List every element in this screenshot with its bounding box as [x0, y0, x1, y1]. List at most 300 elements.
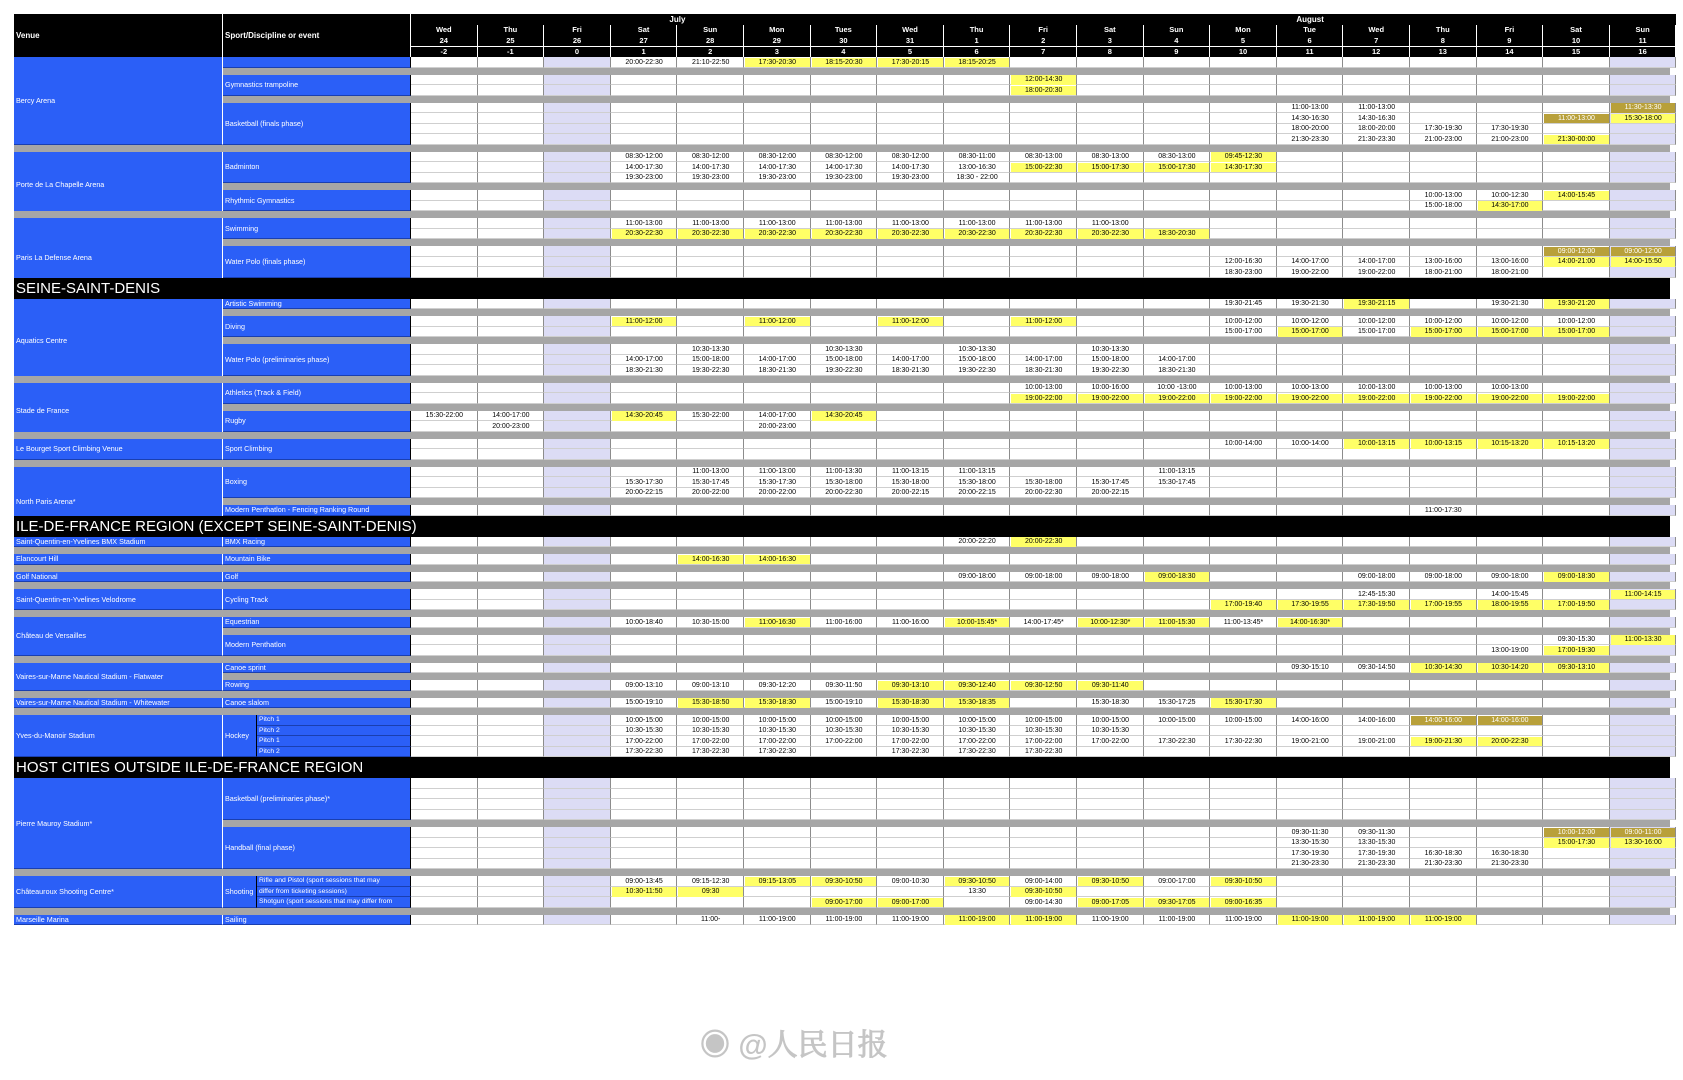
- schedule-cell: [811, 572, 878, 583]
- schedule-cell: [1543, 488, 1610, 499]
- session-time: 11:00-13:00: [892, 219, 929, 227]
- schedule-cell: [744, 838, 811, 849]
- schedule-cell: [1210, 848, 1277, 859]
- schedule-cell: [1343, 789, 1410, 800]
- separator-row: [14, 656, 1670, 663]
- schedule-cell: [1010, 635, 1077, 646]
- session-time: 10:00-18:40: [625, 618, 663, 626]
- schedule-cell: [1477, 617, 1544, 628]
- schedule-cell: [877, 439, 944, 450]
- session-time: 11:00-13:00: [692, 219, 730, 227]
- schedule-cell: [1010, 859, 1077, 870]
- schedule-cell: [1610, 411, 1677, 422]
- schedule-cell: [744, 393, 811, 404]
- schedule-cell: [811, 299, 878, 310]
- schedule-cell: [1144, 799, 1211, 810]
- schedule-cell: [744, 190, 811, 201]
- session-time: 20:00-22:30: [1025, 489, 1063, 496]
- schedule-cell: [1410, 449, 1477, 460]
- schedule-cell: [944, 859, 1011, 870]
- schedule-cell: [611, 421, 678, 432]
- schedule-cell: [944, 838, 1011, 849]
- schedule-cell: [1410, 477, 1477, 488]
- schedule-cell: [611, 467, 678, 478]
- schedule-cell: [544, 827, 611, 838]
- schedule-cell: [744, 537, 811, 548]
- schedule-cell: [944, 554, 1011, 565]
- schedule-cell: [1077, 190, 1144, 201]
- schedule-cell: [478, 715, 545, 726]
- venue-cell: Saint-Quentin-en-Yvelines BMX Stadium: [14, 537, 223, 548]
- separator-row: [14, 376, 1670, 383]
- session-time: 18:30-20:30: [1145, 229, 1210, 239]
- schedule-cell: [1477, 635, 1544, 646]
- separator-row: [14, 460, 1670, 467]
- session-time: 09:00-18:30: [1145, 572, 1210, 582]
- schedule-cell: [1210, 859, 1277, 870]
- schedule-cell: [1543, 747, 1610, 758]
- schedule-cell: [478, 726, 545, 737]
- session-time: 15:00-19:10: [825, 699, 863, 706]
- session-time: 11:00-: [701, 916, 721, 923]
- schedule-cell: [411, 600, 478, 611]
- day-header-date: 25: [478, 36, 545, 47]
- session-time: 15:30-18:30: [1091, 699, 1129, 706]
- schedule-cell: [1077, 57, 1144, 68]
- session-time: 18:15-20:30: [812, 58, 877, 68]
- session-time: 11:00-13:00: [958, 219, 996, 227]
- schedule-cell: [544, 736, 611, 747]
- schedule-cell: [811, 747, 878, 758]
- sport-cell: Basketball (finals phase): [223, 103, 411, 145]
- schedule-cell: [744, 859, 811, 870]
- schedule-cell: [411, 173, 478, 184]
- session-time: 08:30-13:00: [1158, 153, 1196, 160]
- schedule-cell: [877, 537, 944, 548]
- session-time: 09:00-14:00: [1025, 877, 1063, 885]
- day-header-index: 5: [877, 46, 944, 57]
- schedule-cell: [877, 810, 944, 821]
- venue-cell: Bercy Arena: [14, 57, 223, 145]
- session-time: 10:00-13:15: [1344, 439, 1409, 449]
- region-header: SEINE-SAINT-DENIS: [14, 278, 1670, 299]
- schedule-cell: [1077, 663, 1144, 674]
- schedule-cell: [1277, 246, 1344, 257]
- session-time: 13:30-15:30: [1358, 839, 1396, 846]
- session-time: 19:30-21:15: [1344, 299, 1409, 309]
- separator-row: [14, 145, 1670, 152]
- schedule-cell: [944, 113, 1011, 124]
- schedule-cell: [1277, 421, 1344, 432]
- schedule-cell: [544, 589, 611, 600]
- schedule-cell: [1277, 778, 1344, 789]
- session-time: 17:30-19:50: [1344, 600, 1409, 610]
- watermark: [700, 1020, 888, 1064]
- schedule-cell: [877, 554, 944, 565]
- schedule-cell: [1543, 848, 1610, 859]
- schedule-cell: [811, 537, 878, 548]
- schedule-cell: [1077, 246, 1144, 257]
- schedule-cell: [411, 393, 478, 404]
- schedule-cell: [1543, 421, 1610, 432]
- schedule-cell: [677, 124, 744, 135]
- schedule-cell: [1543, 715, 1610, 726]
- session-time: 11:00-19:00: [1411, 915, 1476, 925]
- schedule-cell: [1144, 848, 1211, 859]
- schedule-cell: [877, 134, 944, 145]
- session-time: 10:00-13:00: [1224, 384, 1263, 391]
- schedule-cell: [1343, 162, 1410, 173]
- schedule-cell: [1277, 201, 1344, 212]
- session-time: 10:00-12:00: [1544, 828, 1609, 838]
- schedule-cell: [1543, 57, 1610, 68]
- schedule-cell: [611, 75, 678, 86]
- schedule-cell: [411, 663, 478, 674]
- schedule-cell: [1144, 411, 1211, 422]
- schedule-cell: [1077, 827, 1144, 838]
- session-time: 14:00-17:00: [891, 356, 930, 363]
- venue-cell: Golf National: [14, 572, 223, 583]
- schedule-cell: [611, 299, 678, 310]
- session-time: 17:30-22:30: [625, 748, 663, 755]
- schedule-cell: [411, 537, 478, 548]
- schedule-cell: [944, 299, 1011, 310]
- schedule-cell: [544, 488, 611, 499]
- schedule-cell: [411, 897, 478, 908]
- schedule-cell: [877, 327, 944, 338]
- schedule-cell: [1343, 201, 1410, 212]
- schedule-cell: [1077, 85, 1144, 96]
- schedule-cell: [544, 134, 611, 145]
- schedule-cell: [1144, 645, 1211, 656]
- venue-cell: Porte de La Chapelle Arena: [14, 152, 223, 219]
- schedule-cell: [611, 554, 678, 565]
- schedule-cell: [1210, 663, 1277, 674]
- schedule-cell: [1277, 726, 1344, 737]
- schedule-cell: [744, 299, 811, 310]
- sport-cell: Artistic Swimming: [223, 299, 411, 310]
- session-time: 10:00-13:00: [1424, 384, 1462, 391]
- session-time: 15:30-18:00: [1025, 478, 1063, 486]
- session-time: 14:00-17:00: [625, 356, 663, 363]
- schedule-cell: [544, 747, 611, 758]
- day-header-date: 2: [1010, 36, 1077, 47]
- session-time: 12:00-14:30: [1011, 75, 1076, 85]
- separator-row: [14, 211, 1670, 218]
- session-time: 17:30-22:30: [1158, 737, 1196, 745]
- schedule-cell: [544, 75, 611, 86]
- schedule-cell: [1077, 645, 1144, 656]
- session-time: 20:00-22:15: [891, 489, 930, 496]
- session-time: 13:30-15:30: [1291, 839, 1329, 846]
- schedule-cell: [1543, 698, 1610, 709]
- day-header-dow: Sun: [1144, 25, 1211, 36]
- session-time: 11:00-13:00: [758, 219, 796, 227]
- schedule-cell: [411, 162, 478, 173]
- day-header-date: 10: [1543, 36, 1610, 47]
- sport-cell: Golf: [223, 572, 411, 583]
- schedule-cell: [411, 355, 478, 366]
- session-time: 15:30-18:00: [958, 478, 996, 486]
- schedule-cell: [1010, 103, 1077, 114]
- separator-row: [14, 869, 1670, 876]
- schedule-cell: [411, 134, 478, 145]
- session-time: 11:00-12:00: [745, 317, 810, 327]
- session-time: 20:30-22:30: [1011, 229, 1076, 239]
- schedule-cell: [1343, 747, 1410, 758]
- session-time: 09:30-12:50: [1011, 681, 1076, 691]
- separator-row: [223, 498, 1670, 505]
- session-time: 10:00-12:00: [1491, 317, 1529, 325]
- schedule-cell: [478, 897, 545, 908]
- schedule-cell: [544, 645, 611, 656]
- session-time: 10:00-15:00: [891, 716, 930, 724]
- schedule-cell: [544, 617, 611, 628]
- schedule-cell: [1010, 190, 1077, 201]
- session-time: 20:30-22:30: [1078, 229, 1143, 239]
- separator-row: [223, 628, 1670, 635]
- schedule-cell: [1610, 617, 1677, 628]
- schedule-cell: [544, 57, 611, 68]
- schedule-cell: [544, 876, 611, 887]
- schedule-cell: [1343, 411, 1410, 422]
- venue-cell: Vaires-sur-Marne Nautical Stadium - Flatwater: [14, 663, 223, 691]
- schedule-cell: [411, 257, 478, 268]
- session-time: 09:00-18:00: [1091, 573, 1129, 580]
- session-time: 19:30-22:30: [958, 366, 996, 374]
- schedule-cell: [1610, 915, 1677, 926]
- schedule-cell: [1010, 411, 1077, 422]
- sub-event-cell: Pitch 2: [257, 747, 411, 758]
- schedule-cell: [411, 218, 478, 229]
- schedule-cell: [1343, 897, 1410, 908]
- schedule-cell: [611, 124, 678, 135]
- venue-cell: Marseille Marina: [14, 915, 223, 926]
- session-time: 10:30-15:30: [1025, 727, 1063, 734]
- schedule-cell: [1343, 799, 1410, 810]
- schedule-cell: [677, 897, 744, 908]
- schedule-cell: [411, 449, 478, 460]
- session-time: 11:00-13:00: [825, 219, 863, 227]
- schedule-cell: [1210, 246, 1277, 257]
- schedule-cell: [1144, 134, 1211, 145]
- schedule-cell: [944, 848, 1011, 859]
- session-time: 17:30-19:30: [1424, 125, 1462, 132]
- venue-cell: Saint-Quentin-en-Yvelines Velodrome: [14, 589, 223, 610]
- schedule-cell: [478, 190, 545, 201]
- schedule-cell: [944, 246, 1011, 257]
- session-time: 18:00-20:00: [1291, 125, 1329, 132]
- schedule-cell: [478, 848, 545, 859]
- session-time: 11:00-19:00: [1091, 916, 1129, 923]
- session-time: 10:00-15:00: [1224, 716, 1263, 724]
- schedule-cell: [478, 393, 545, 404]
- schedule-cell: [1610, 439, 1677, 450]
- day-header-dow: Mon: [744, 25, 811, 36]
- session-time: 09:30-13:10: [878, 681, 943, 691]
- sport-cell: Swimming: [223, 218, 411, 239]
- schedule-cell: [544, 715, 611, 726]
- schedule-cell: [1610, 726, 1677, 737]
- day-header-date: 30: [811, 36, 878, 47]
- schedule-cell: [1277, 477, 1344, 488]
- schedule-cell: [411, 715, 478, 726]
- schedule-cell: [1277, 887, 1344, 898]
- schedule-cell: [1144, 859, 1211, 870]
- schedule-cell: [677, 393, 744, 404]
- session-time: 19:00-21:30: [1411, 737, 1476, 747]
- schedule-cell: [1210, 190, 1277, 201]
- schedule-cell: [1077, 789, 1144, 800]
- sport-cell: Hockey: [223, 715, 257, 757]
- schedule-cell: [1343, 810, 1410, 821]
- schedule-cell: [1610, 859, 1677, 870]
- schedule-cell: [1477, 344, 1544, 355]
- schedule-cell: [1477, 113, 1544, 124]
- schedule-cell: [677, 589, 744, 600]
- schedule-cell: [478, 229, 545, 240]
- session-time: 16:30-18:30: [1491, 849, 1529, 857]
- schedule-cell: [677, 103, 744, 114]
- session-time: 13:00-19:00: [1491, 646, 1529, 654]
- sport-cell: Modern Penthatlon: [223, 635, 411, 656]
- schedule-cell: [1477, 103, 1544, 114]
- schedule-cell: [677, 299, 744, 310]
- schedule-cell: [411, 848, 478, 859]
- session-time: 13:30-16:00: [1611, 838, 1676, 848]
- session-time: 18:30-21:30: [1025, 366, 1063, 374]
- schedule-cell: [1010, 838, 1077, 849]
- schedule-cell: [411, 57, 478, 68]
- schedule-cell: [478, 600, 545, 611]
- session-time: 15:30-17:45: [1158, 478, 1196, 486]
- schedule-cell: [744, 201, 811, 212]
- schedule-cell: [1410, 838, 1477, 849]
- schedule-cell: [877, 267, 944, 278]
- schedule-cell: [1210, 635, 1277, 646]
- schedule-cell: [544, 299, 611, 310]
- schedule-cell: [1077, 554, 1144, 565]
- session-time: 21:30-23:30: [1291, 135, 1329, 143]
- schedule-cell: [478, 488, 545, 499]
- separator-row: [14, 908, 1670, 915]
- schedule-cell: [1010, 57, 1077, 68]
- schedule-cell: [944, 383, 1011, 394]
- schedule-cell: [1010, 173, 1077, 184]
- schedule-cell: [677, 789, 744, 800]
- session-time: 10:30-15:30: [692, 727, 730, 734]
- schedule-cell: [1144, 57, 1211, 68]
- schedule-cell: [1144, 838, 1211, 849]
- session-time: 14:00-17:00: [1291, 258, 1329, 265]
- schedule-cell: [744, 267, 811, 278]
- schedule-cell: [411, 810, 478, 821]
- session-time: 17:00-22:00: [1091, 737, 1129, 745]
- session-time: 14:00-17:00: [492, 412, 530, 419]
- sub-event-cell: Pitch 1: [257, 736, 411, 747]
- schedule-cell: [1477, 726, 1544, 737]
- schedule-cell: [478, 316, 545, 327]
- schedule-cell: [1010, 467, 1077, 478]
- schedule-cell: [611, 505, 678, 516]
- schedule-cell: [744, 246, 811, 257]
- schedule-cell: [478, 838, 545, 849]
- session-time: 11:00-13:15: [1158, 468, 1196, 475]
- schedule-cell: [611, 201, 678, 212]
- schedule-cell: [677, 439, 744, 450]
- session-time: 14:30-20:45: [812, 411, 877, 421]
- schedule-cell: [478, 152, 545, 163]
- schedule-cell: [544, 267, 611, 278]
- session-time: 14:00-16:00: [1478, 716, 1543, 726]
- session-time: 14:00-21:00: [1544, 257, 1609, 267]
- schedule-cell: [677, 848, 744, 859]
- schedule-cell: [944, 789, 1011, 800]
- schedule-cell: [744, 897, 811, 908]
- session-time: 15:30-18:35: [945, 698, 1010, 708]
- schedule-cell: [677, 246, 744, 257]
- sport-cell: Rhythmic Gymnastics: [223, 190, 411, 211]
- schedule-cell: [411, 190, 478, 201]
- session-time: 18:15-20:25: [945, 58, 1010, 68]
- schedule-cell: [544, 327, 611, 338]
- schedule-cell: [944, 190, 1011, 201]
- schedule-cell: [1077, 134, 1144, 145]
- session-time: 08:30-12:00: [891, 153, 930, 160]
- session-time: 15:00-22:30: [1011, 163, 1076, 173]
- schedule-cell: [1610, 327, 1677, 338]
- schedule-cell: [411, 505, 478, 516]
- schedule-cell: [1010, 663, 1077, 674]
- session-time: 13:30: [968, 888, 986, 895]
- schedule-cell: [1010, 789, 1077, 800]
- session-time: 19:00-22:00: [1411, 394, 1476, 404]
- schedule-cell: [1410, 617, 1477, 628]
- schedule-cell: [744, 827, 811, 838]
- schedule-cell: [1277, 589, 1344, 600]
- day-header-index: 10: [1210, 46, 1277, 57]
- sport-cell: Athletics (Track & Field): [223, 383, 411, 404]
- day-header-date: 26: [544, 36, 611, 47]
- schedule-cell: [611, 589, 678, 600]
- schedule-cell: [877, 887, 944, 898]
- schedule-cell: [944, 327, 1011, 338]
- schedule-cell: [1610, 680, 1677, 691]
- schedule-cell: [1343, 467, 1410, 478]
- session-time: 17:00-19:50: [1544, 600, 1609, 610]
- schedule-cell: [877, 838, 944, 849]
- schedule-cell: [611, 789, 678, 800]
- session-time: 18:30-21:30: [758, 366, 796, 374]
- day-header-date: 9: [1477, 36, 1544, 47]
- schedule-cell: [1477, 876, 1544, 887]
- schedule-cell: [1010, 299, 1077, 310]
- session-time: 19:00-22:00: [1478, 394, 1543, 404]
- schedule-cell: [677, 75, 744, 86]
- schedule-cell: [744, 887, 811, 898]
- schedule-cell: [1543, 554, 1610, 565]
- session-time: 21:30-23:30: [1424, 860, 1462, 867]
- schedule-cell: [1477, 554, 1544, 565]
- schedule-cell: [1410, 726, 1477, 737]
- day-header-date: 29: [744, 36, 811, 47]
- schedule-cell: [544, 152, 611, 163]
- session-time: 11:00-13:45*: [1223, 618, 1264, 626]
- schedule-cell: [1077, 505, 1144, 516]
- session-time: 15:00-18:00: [692, 356, 730, 363]
- session-time: 20:30-22:30: [745, 229, 810, 239]
- schedule-cell: [1010, 589, 1077, 600]
